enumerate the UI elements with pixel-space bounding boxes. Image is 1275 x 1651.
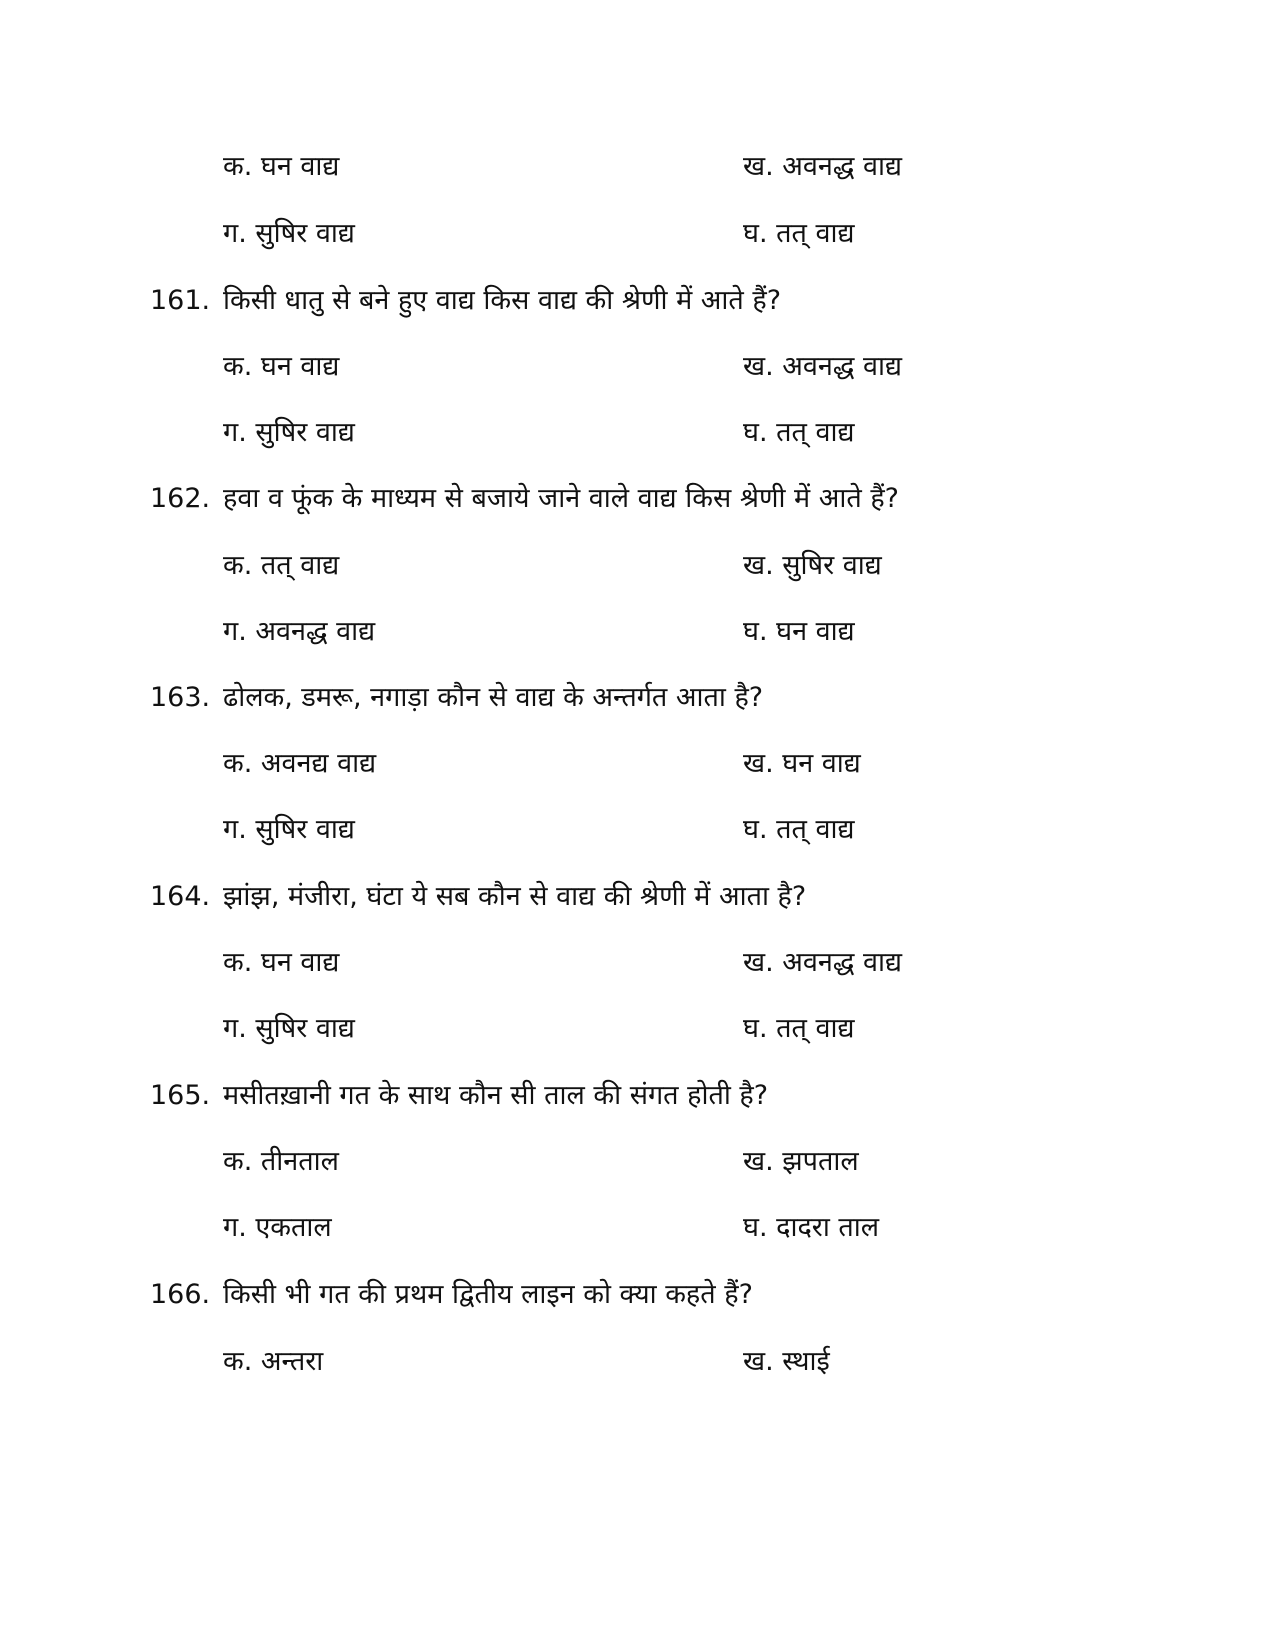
option-gha: घ. तत् वाद्य [743,218,855,249]
option-ga: ग. सुषिर वाद्य [223,1013,355,1044]
option-kha: ख. अवनद्ध वाद्य [743,351,903,382]
question-text: हवा व फूंक के माध्यम से बजाये जाने वाले वाद्य किस श्रेणी में आते हैं? [223,483,899,514]
question-number: 166. [150,1279,211,1310]
option-row [0,347,1275,387]
question-number: 161. [150,285,211,316]
question-161 [0,281,1275,321]
question-number: 162. [150,483,211,514]
option-row [0,147,1275,187]
question-number: 164. [150,881,211,912]
option-ka: क. अन्तरा [223,1346,324,1377]
option-row [0,1142,1275,1182]
question-text: झांझ, मंजीरा, घंटा ये सब कौन से वाद्य की श्रेणी में आता है? [223,881,807,912]
option-ga: ग. एकताल [223,1212,332,1243]
question-166 [0,1275,1275,1315]
option-ka: क. तत् वाद्य [223,550,340,581]
option-row [0,546,1275,586]
option-row [0,413,1275,453]
option-gha: घ. तत् वाद्य [743,814,855,845]
option-row [0,943,1275,983]
question-number: 163. [150,682,211,713]
option-kha: ख. स्थाई [743,1346,830,1377]
option-row [0,214,1275,254]
option-kha: ख. अवनद्ध वाद्य [743,947,903,978]
option-kha: ख. घन वाद्य [743,748,861,779]
question-162 [0,479,1275,519]
option-kha: ख. झपताल [743,1146,859,1177]
option-ga: ग. अवनद्ध वाद्य [223,616,376,647]
option-ka: क. घन वाद्य [223,351,340,382]
option-row [0,744,1275,784]
question-163 [0,678,1275,718]
option-gha: घ. दादरा ताल [743,1212,880,1243]
option-row [0,1342,1275,1382]
option-ga: ग. सुषिर वाद्य [223,218,355,249]
option-row [0,810,1275,850]
option-ka: क. घन वाद्य [223,947,340,978]
option-ka: क. तीनताल [223,1146,339,1177]
question-number: 165. [150,1080,211,1111]
option-gha: घ. तत् वाद्य [743,417,855,448]
question-text: किसी भी गत की प्रथम द्वितीय लाइन को क्या कहते हैं? [223,1279,753,1310]
option-ka: क. घन वाद्य [223,151,340,182]
option-kha: ख. सुषिर वाद्य [743,550,882,581]
option-gha: घ. घन वाद्य [743,616,855,647]
question-text: मसीतख़ानी गत के साथ कौन सी ताल की संगत होती है? [223,1080,769,1111]
option-ga: ग. सुषिर वाद्य [223,814,355,845]
option-row [0,1009,1275,1049]
option-row [0,612,1275,652]
option-gha: घ. तत् वाद्य [743,1013,855,1044]
question-164 [0,877,1275,917]
option-ga: ग. सुषिर वाद्य [223,417,355,448]
option-row [0,1208,1275,1248]
option-ka: क. अवनद्य वाद्य [223,748,377,779]
option-kha: ख. अवनद्ध वाद्य [743,151,903,182]
question-text: किसी धातु से बने हुए वाद्य किस वाद्य की श्रेणी में आते हैं? [223,285,782,316]
question-165 [0,1076,1275,1116]
question-text: ढोलक, डमरू, नगाड़ा कौन से वाद्य के अन्तर्गत आता है? [223,682,764,713]
